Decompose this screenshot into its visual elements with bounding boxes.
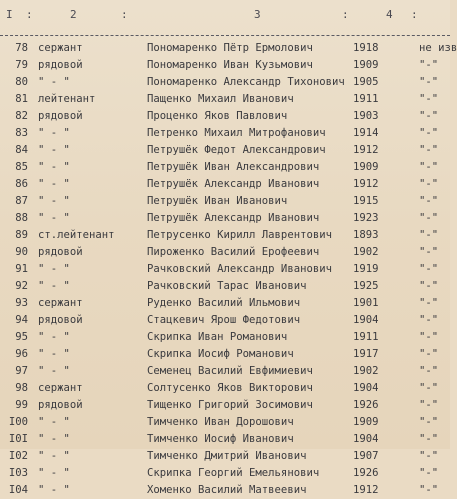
row-note: "-" [419,110,439,122]
row-note: "-" [419,178,439,190]
row-number: 95 [15,331,28,343]
row-number: 84 [15,144,28,156]
row-rank: сержант [38,42,83,54]
row-rank: сержант [38,382,83,394]
row-rank: " - " [38,161,70,173]
row-note: "-" [419,382,439,394]
row-rank: " - " [38,416,70,428]
column-header-4: 4 [386,8,393,21]
row-year: 1909 [353,59,379,71]
row-number: 94 [15,314,28,326]
row-note: "-" [419,76,439,88]
table-row [0,227,450,244]
row-rank: " - " [38,127,70,139]
row-year: 1904 [353,433,379,445]
row-note: "-" [419,161,439,173]
row-name: Петрушёк Иван Александрович [147,161,320,173]
row-name: Тимченко Дмитрий Иванович [147,450,307,462]
row-name: Стацкевич Ярош Федотович [147,314,301,326]
row-name: Скрипка Иосиф Романович [147,348,294,360]
row-rank: " - " [38,348,70,360]
row-name: Рачковский Александр Иванович [147,263,332,275]
table-row [0,431,450,448]
row-name: Проценко Яков Павлович [147,110,288,122]
row-name: Тимченко Иосиф Иванович [147,433,294,445]
table-row [0,346,450,363]
row-rank: " - " [38,212,70,224]
row-name: Тимченко Иван Дорошович [147,416,294,428]
table-row [0,329,450,346]
table-row [0,40,457,57]
row-rank: " - " [38,467,70,479]
row-year: 1909 [353,416,379,428]
table-row [0,193,450,210]
row-name: Пащенко Михаил Иванович [147,93,294,105]
row-number: 97 [15,365,28,377]
table-row [0,482,450,499]
column-header-row [0,2,450,32]
row-year: 1926 [353,399,379,411]
row-note: "-" [419,450,439,462]
row-year: 1925 [353,280,379,292]
row-year: 1926 [353,467,379,479]
row-number: 87 [15,195,28,207]
table-row [0,159,450,176]
table-row [0,261,450,278]
row-name: Пономаренко Пётр Ермолович [147,42,313,54]
row-year: 1918 [353,42,379,54]
row-note: "-" [419,484,439,496]
row-number: 78 [15,42,28,54]
row-number: I00 [8,416,28,428]
row-number: 82 [15,110,28,122]
row-year: 1902 [353,246,379,258]
row-number: I04 [8,484,28,496]
row-year: 1904 [353,382,379,394]
column-header-1: I [6,8,13,21]
row-year: 1893 [353,229,379,241]
row-name: Петренко Михаил Митрофанович [147,127,326,139]
row-note: "-" [419,314,439,326]
row-year: 1909 [353,161,379,173]
table-row [0,210,450,227]
row-note: "-" [419,297,439,309]
row-name: Пономаренко Иван Кузьмович [147,59,313,71]
table-row [0,448,450,465]
row-name: Тищенко Григорий Зосимович [147,399,313,411]
column-header-3: 3 [254,8,261,21]
row-note: не изв [419,42,457,54]
row-rank: " - " [38,178,70,190]
row-name: Скрипка Иван Романович [147,331,288,343]
table-row [0,176,450,193]
row-number: 81 [15,93,28,105]
table-row [0,91,450,108]
row-number: 80 [15,76,28,88]
row-year: 1911 [353,331,379,343]
row-year: 1915 [353,195,379,207]
row-rank: " - " [38,76,70,88]
table-row [0,108,450,125]
header-divider [0,35,450,36]
row-rank: " - " [38,280,70,292]
table-row [0,397,450,414]
row-note: "-" [419,127,439,139]
row-note: "-" [419,212,439,224]
row-name: Скрипка Георгий Емельянович [147,467,320,479]
table-row [0,312,450,329]
row-rank: рядовой [38,59,83,71]
row-rank: " - " [38,450,70,462]
row-number: 86 [15,178,28,190]
row-note: "-" [419,399,439,411]
row-note: "-" [419,144,439,156]
row-number: I03 [8,467,28,479]
row-note: "-" [419,246,439,258]
row-year: 1912 [353,144,379,156]
row-number: 91 [15,263,28,275]
column-separator: : [342,8,349,21]
column-separator: : [26,8,33,21]
row-year: 1904 [353,314,379,326]
row-rank: ст.лейтенант [38,229,115,241]
row-name: Пономаренко Александр Тихонович [147,76,345,88]
row-year: 1905 [353,76,379,88]
row-note: "-" [419,263,439,275]
row-number: 89 [15,229,28,241]
table-row [0,278,450,295]
row-rank: " - " [38,331,70,343]
row-note: "-" [419,93,439,105]
column-separator: : [121,8,128,21]
table-row [0,414,450,431]
row-year: 1919 [353,263,379,275]
table-row [0,465,450,482]
row-note: "-" [419,348,439,360]
row-note: "-" [419,59,439,71]
row-name: Петрушёк Александр Иванович [147,212,320,224]
table-row [0,142,450,159]
table-row [0,380,450,397]
row-year: 1912 [353,178,379,190]
record-list [0,40,457,499]
table-row [0,244,450,261]
row-name: Петрушёк Александр Иванович [147,178,320,190]
row-number: 96 [15,348,28,360]
table-row [0,363,450,380]
table-row [0,57,450,74]
row-number: 79 [15,59,28,71]
row-year: 1914 [353,127,379,139]
row-number: 92 [15,280,28,292]
table-row [0,74,450,91]
row-number: 85 [15,161,28,173]
row-rank: " - " [38,195,70,207]
row-number: 93 [15,297,28,309]
row-year: 1903 [353,110,379,122]
row-year: 1923 [353,212,379,224]
row-rank: " - " [38,263,70,275]
row-name: Пироженко Василий Ерофеевич [147,246,320,258]
row-number: I0I [8,433,28,445]
row-name: Хоменко Василий Матвеевич [147,484,307,496]
row-year: 1912 [353,484,379,496]
row-year: 1911 [353,93,379,105]
row-year: 1901 [353,297,379,309]
row-note: "-" [419,331,439,343]
table-row [0,125,450,142]
row-note: "-" [419,433,439,445]
row-name: Петрусенко Кирилл Лаврентович [147,229,332,241]
row-rank: лейтенант [38,93,96,105]
table-row [0,295,450,312]
row-rank: рядовой [38,246,83,258]
row-number: 98 [15,382,28,394]
row-note: "-" [419,229,439,241]
row-name: Петрушёк Федот Александрович [147,144,326,156]
row-number: 90 [15,246,28,258]
column-separator: : [411,8,418,21]
row-note: "-" [419,195,439,207]
row-year: 1902 [353,365,379,377]
row-year: 1907 [353,450,379,462]
row-note: "-" [419,365,439,377]
row-year: 1917 [353,348,379,360]
row-rank: рядовой [38,110,83,122]
row-rank: " - " [38,433,70,445]
row-number: 83 [15,127,28,139]
row-note: "-" [419,280,439,292]
row-note: "-" [419,467,439,479]
row-rank: " - " [38,484,70,496]
row-number: 99 [15,399,28,411]
row-name: Руденко Василий Ильмович [147,297,301,309]
row-rank: сержант [38,297,83,309]
row-number: I02 [8,450,28,462]
row-name: Семенец Василий Евфимиевич [147,365,313,377]
row-name: Солтусенко Яков Викторович [147,382,313,394]
row-number: 88 [15,212,28,224]
row-rank: " - " [38,365,70,377]
row-name: Рачковский Тарас Иванович [147,280,307,292]
row-rank: " - " [38,144,70,156]
row-note: "-" [419,416,439,428]
row-rank: рядовой [38,314,83,326]
row-rank: рядовой [38,399,83,411]
column-header-2: 2 [70,8,77,21]
row-name: Петрушёк Иван Иванович [147,195,288,207]
